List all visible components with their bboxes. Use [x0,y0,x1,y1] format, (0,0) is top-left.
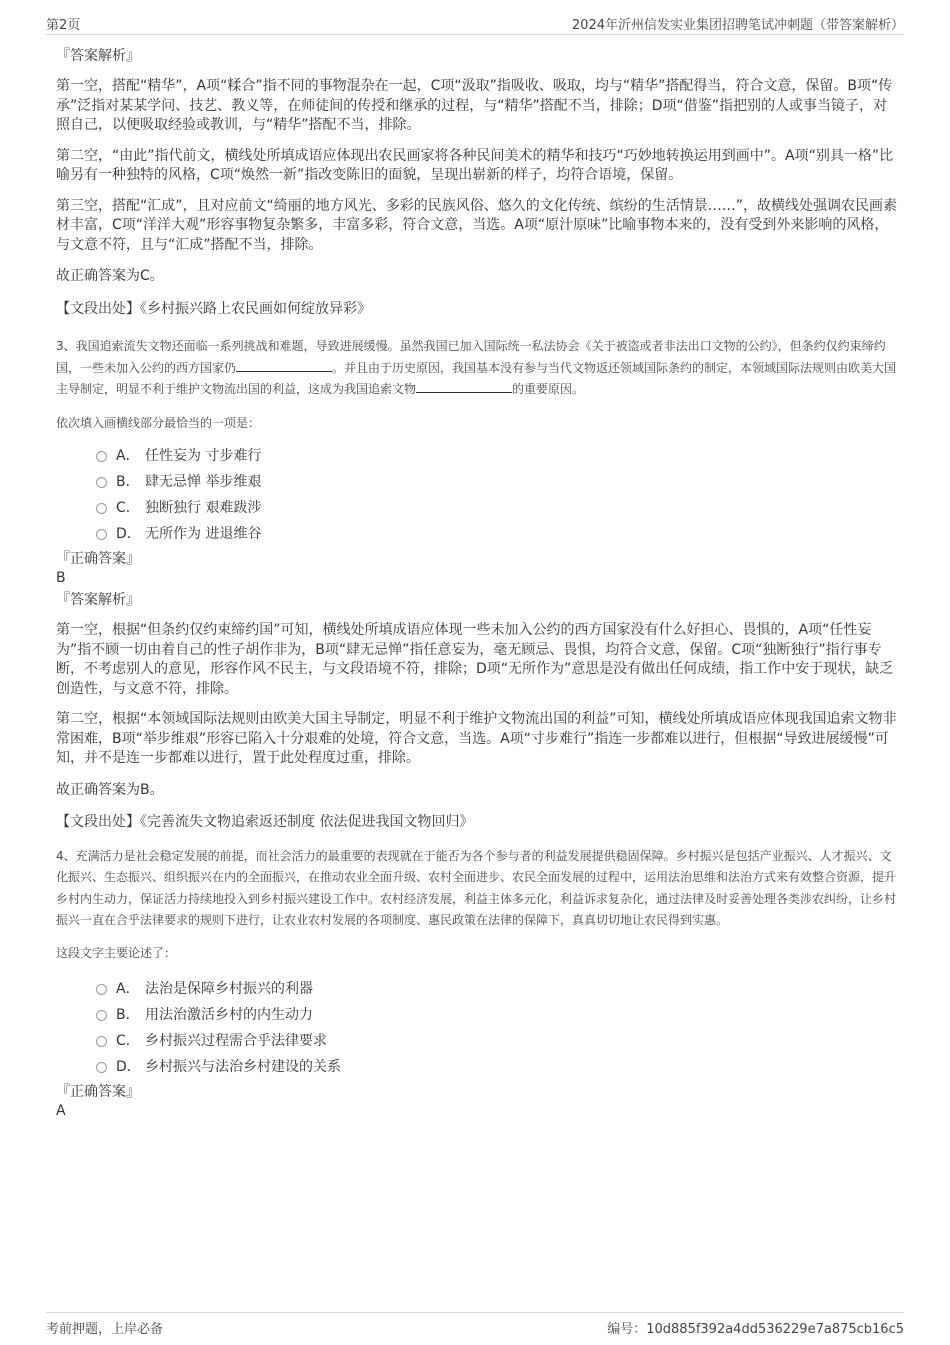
option-text: 任性妄为 寸步难行 [145,448,262,464]
radio-icon[interactable] [96,503,107,514]
q4-option-c[interactable] [96,1028,898,1054]
q4-prompt: 这段文字主要论述了： [56,945,177,960]
option-text: 法治是保障乡村振兴的利器 [145,981,313,997]
page-header [46,14,904,35]
option-text: 乡村振兴过程需合乎法律要求 [145,1033,327,1049]
radio-icon[interactable] [96,1036,107,1047]
q2-source-label: 【文段出处】 [56,300,140,317]
q2-source-title: 《乡村振兴路上农民画如何绽放异彩》 [140,300,371,317]
option-letter: C． [116,1033,140,1049]
q3-source [56,813,898,833]
q3-analysis-p2: 第二空，根据“本领域国际法规则由欧美大国主导制定，明显不利于维护文物流出国的利益”可知，横线处所填成语应体现我国追索文物非常困难，B项“举步维艰”形容已陷入十分艰难的处境，符合文意，当选。A项“寸步难行”指连一步都难以进行，但根据“导致进展缓慢”可知，并不是连一步都难以进行，置于此处程度过重，排除。 [56,711,897,766]
footer-slogan: 考前押题，上岸必备 [46,1322,164,1337]
q3-option-a[interactable] [96,443,898,469]
answer-blank [236,359,332,372]
q3-answer-label: 『正确答案』 [56,551,140,567]
q4-answer: A [56,1103,66,1119]
q3-analysis-p1: 第一空，根据“但条约仅约束缔约国”可知，横线处所填成语应体现一些未加入公约的西方国家没有什么好担心、畏惧的，A项“任性妄为”指不顾一切由着自己的性子胡作非为，B项“肆无忌惮”指任意妄为，毫无顾忌、畏惧，均符合文意，保留。C项“独断独行”指行事专断，不考虑别人的意见，形容作风不民主，与文段语境不符，排除；D项“无所作为”意思是没有做出任何成绩，指工作中安于现状，缺乏创造性，与文意不符，排除。 [56,622,894,697]
q3-question-text [56,336,898,401]
q2-source [56,300,898,320]
q4-question-text: 4、充满活力是社会稳定发展的前提，而社会活力的最重要的表现就在于能否为各个参与者的利益发展提供稳固保障。乡村振兴是包括产业振兴、人才振兴、文化振兴、生态振兴、组织振兴在内的全面振兴，在推动农业全面升级、农村全面进步、农民全面发展的过程中，运用法治思维和法治方式来有效整合资源，提升乡村内生动力，保证活力持续地投入到乡村振兴建设工作中。农村经济发展，利益主体多元化，利益诉求复杂化，通过法律及时妥善处理各类涉农纠纷，让乡村振兴一直在合乎法律要求的规则下进行，让农业农村发展的各项制度、惠民政策在法律的保障下，真真切切地让农民得到实惠。 [56,848,897,927]
footer-serial: 编号：10d885f392a4dd536229e7a875cb16c5 [607,1322,904,1337]
option-text: 无所作为 进退维谷 [145,526,262,542]
q2-analysis-p2: 第二空，“由此”指代前文，横线处所填成语应体现出农民画家将各种民间美术的精华和技巧“巧妙地转换运用到画中”。A项“别具一格”比喻另有一种独特的风格，C项“焕然一新”指改变陈旧的面貌，呈现出崭新的样子，均符合语境，保留。 [56,147,894,183]
option-text: 乡村振兴与法治乡村建设的关系 [145,1059,341,1075]
q2-analysis-p3: 第三空，搭配“汇成”，且对应前文“绮丽的地方风光、多彩的民族风俗、悠久的文化传统、缤纷的生活情景……”，故横线处强调农民画素材丰富，C项“洋洋大观”形容事物复杂繁多，丰富多彩，符合文意，当选。A项“原汁原味”比喻事物本来的，没有受到外来影响的风格，与文意不符，且与“汇成”搭配不当，排除。 [56,197,898,253]
radio-icon[interactable] [96,1062,107,1073]
page-footer [46,1312,904,1335]
document-title: 2024年沂州信发实业集团招聘笔试冲刺题（带答案解析） [571,18,904,33]
q2-analysis-p1: 第一空，搭配“精华”，A项“糅合”指不同的事物混杂在一起，C项“汲取”指吸收、吸取，均与“精华”搭配得当，符合文意，保留。B项“传承”泛指对某某学问、技艺、教义等，在师徒间的传授和继承的过程，与“精华”搭配不当，排除；D项“借鉴”指把别的人或事当镜子，对照自己，以便吸取经验或教训，与“精华”搭配不当，排除。 [56,78,893,133]
option-text: 肆无忌惮 举步维艰 [145,474,262,490]
q3-option-d[interactable] [96,521,898,547]
q3-text-a: 3、我国追索流失文物还面临一系列挑战和难题，导致进展缓慢。虽然我国已加入国际统一私法协会《关于被盗或者非法出口文物的公约》，但条约仅约束缔约国，一些未加入公约的西方国家仍 [56,339,886,375]
q3-option-b[interactable] [96,469,898,495]
option-text: 用法治激活乡村的内生动力 [145,1007,313,1023]
q2-conclusion: 故正确答案为C。 [56,268,164,284]
option-text: 独断独行 艰难跋涉 [145,500,262,516]
q4-option-a[interactable] [96,976,898,1002]
q3-options [56,443,898,547]
radio-icon[interactable] [96,984,107,995]
q3-text-b: 。并且由于历史原因，我国基本没有参与当代文物返还领域国际条约的制定，本领域国际法规则由欧美大国主导制定，明显不利于维护文物流出国的利益，这成为我国追索文物 [56,360,897,396]
q3-answer: B [56,570,66,586]
option-letter: A． [116,981,140,997]
radio-icon[interactable] [96,477,107,488]
option-letter: A． [116,448,140,464]
q3-source-label: 【文段出处】 [56,814,140,830]
option-letter: B． [116,1007,140,1023]
q3-conclusion: 故正确答案为B。 [56,781,164,798]
q4-option-d[interactable] [96,1054,898,1080]
page-content [56,47,898,1120]
q4-option-b[interactable] [96,1002,898,1028]
q4-answer-label: 『正确答案』 [56,1084,140,1100]
page-number: 第2页 [46,18,81,33]
q3-option-c[interactable] [96,495,898,521]
q3-text-c: 的重要原因。 [512,382,585,396]
answer-blank [416,380,512,393]
q3-analysis-label: 『答案解析』 [56,592,140,608]
option-letter: D． [116,1059,141,1075]
radio-icon[interactable] [96,529,107,540]
q4-options [56,976,898,1080]
option-letter: D． [116,526,141,542]
option-letter: B． [116,474,140,490]
q3-prompt: 依次填入画横线部分最恰当的一项是： [56,415,261,430]
q3-source-title: 《完善流失文物追索返还制度 依法促进我国文物回归》 [140,814,474,830]
option-letter: C． [116,500,140,516]
radio-icon[interactable] [96,1010,107,1021]
radio-icon[interactable] [96,451,107,462]
q2-analysis-label: 『答案解析』 [56,48,140,64]
